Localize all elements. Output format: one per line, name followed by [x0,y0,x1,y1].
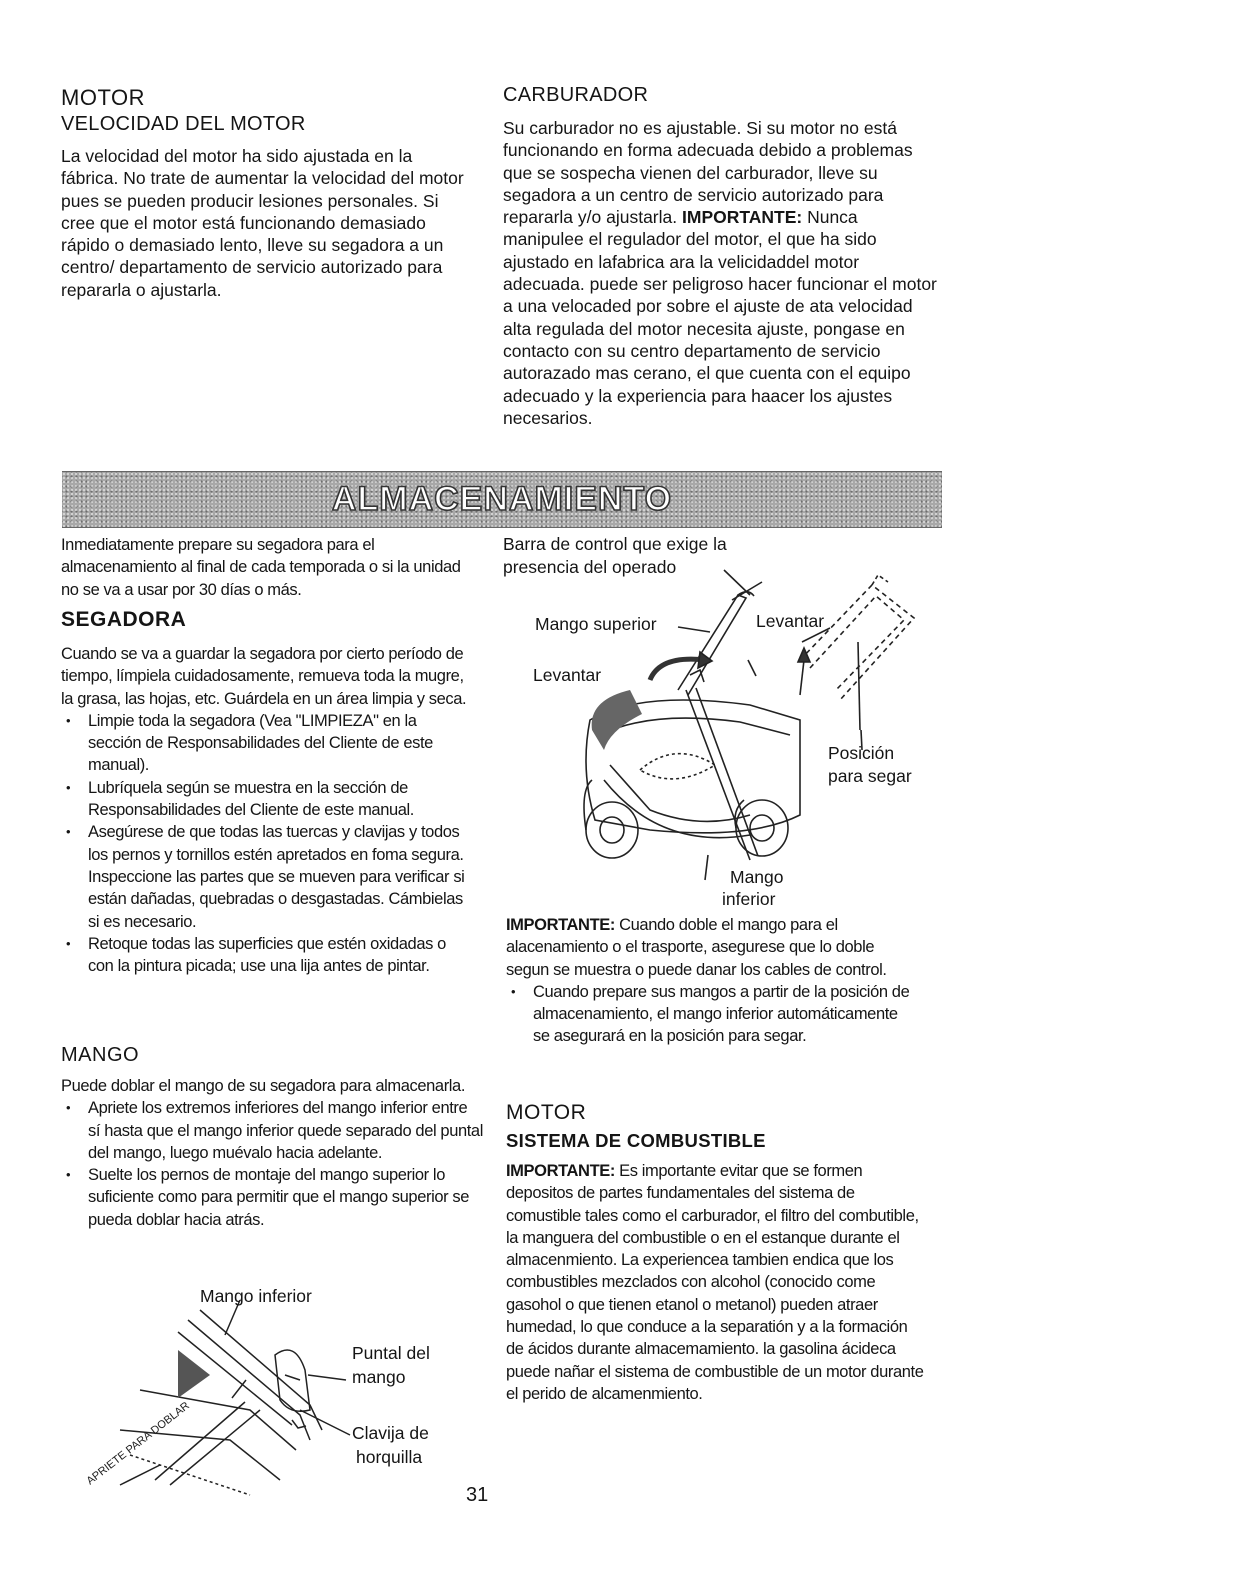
mower-bullet: • Asegúrese de que todas las tuercas y clavijas y todos los pernos y tornillos estén apretados en foma segura. Inspeccione las partes que se mueven para verificar si están dañadas, quebradas o desgastadas. Cámbielas si es necesario. [61,821,471,932]
hairpin-clip-label-line1: Clavija de [352,1423,429,1443]
engine-heading: MOTOR [506,1101,587,1124]
mower-bullet: • Limpie toda la segadora (Vea "LIMPIEZA" en la sección de Responsabilidades del Cliente de este manual). [61,710,471,777]
mower-bullets [61,710,471,978]
storage-banner [62,471,942,528]
fold-important-label: IMPORTANTE: [506,916,615,934]
fold-bullets [506,981,918,1048]
page-number: 31 [466,1484,489,1506]
handle-section [61,1075,483,1231]
carburetor-text [503,117,941,429]
handle-heading: MANGO [61,1044,140,1066]
storage-banner-title: ALMACENAMIENTO [331,480,673,518]
mower-figure [500,530,942,912]
mowing-position-label-line2: para segar [828,766,912,786]
lower-handle-label-line2: inferior [722,889,776,909]
mower-bullet: • Retoque todas las superficies que estén oxidadas o con la pintura picada; use una lija antes de pintar. [61,933,471,978]
engine-speed-text: La velocidad del motor ha sido ajustada en la fábrica. No trate de aumentar la velocidad del motor pues se pueden producir lesiones personales. Si cree que el motor está funcionando demasiado rápido o demasiado lento, lleve su segadora a un centro/ departamento de servicio autorizado para repararla o ajustarla. [61,146,464,300]
raise-label-left: Levantar [533,665,602,685]
handle-strut-label-line2: mango [352,1367,406,1387]
hairpin-clip-label-line2: horquilla [356,1447,423,1467]
handle-strut-label-line1: Puntal del [352,1343,430,1363]
fuel-system-text [506,1160,926,1405]
handle-fold-figure [60,1280,480,1500]
storage-intro: Inmediatamente prepare su segadora para el almacenamiento al final de cada temporada o si la unidad no se va a usar por 30 días o más. [61,536,461,599]
fold-important-section [506,914,918,1048]
handle-bullets [61,1097,483,1231]
handle-intro: Puede doblar el mango de su segadora para almacenarla. [61,1077,466,1095]
carburetor-heading: CARBURADOR [503,84,649,106]
fuel-important-text: Es importante evitar que se formen depositos de partes fundamentales del sistema de comustible tales como el carburador, el filtro del combutible, la manguera del combustible o en el estanque durante el almacenmiento. La experiencea tambien endica que los combustibles mezclados con alcohol (conocido come gasohol o que tienen etanol o metanol) pueden atraer humedad, lo que conduce a la separatión y a la formación de ácidos durante almacemamiento. la gasolina ácideca puede nañar el sistema de combustible de un motor durante el perido de alcamenmiento. [506,1162,924,1403]
mower-bullet: • Lubríquela según se muestra en la sección de Responsabilidades del Cliente de este manual. [61,777,471,822]
mower-heading: SEGADORA [61,608,187,631]
motor-heading: MOTOR [61,85,145,110]
fold-important-text: Cuando doble el mango para el alacenamiento o el trasporte, asegurese que lo doble segun se muestra o puede danar los cables de control. [506,916,887,979]
fold-bullet: • Cuando prepare sus mangos a partir de la posición de almacenamiento, el mango inferior automáticamente se asegurará en la posición para segar. [506,981,918,1048]
carburetor-important-text: Nunca manipulee el regulador del motor, el que ha sido ajustado en lafabrica ara la velicidaddel motor adecuada. puede ser peligroso hacer funcionar el motor a una velocaded por sobre el ajuste de ata velocidad alta regulada del motor necesita ajuste, pongase en contacto con su centro departamento de servicio autorazado mas cerano, el que cuenta con el equipo adecuado y la experiencia para haacer los ajustes necesarios. [503,207,937,428]
squeeze-to-fold-text: APRIETE PARA DOBLAR [84,1399,192,1488]
engine-speed-heading: VELOCIDAD DEL MOTOR [61,113,306,135]
handle-bullet: • Suelte los pernos de montaje del mango superior lo suficiente como para permitir que el mango superior se pueda doblar hacia atrás. [61,1164,483,1231]
mower-illustration [500,530,942,912]
carburetor-important-label: IMPORTANTE: [682,207,803,228]
fold-important-note [506,914,918,981]
lower-handle-label-line1: Mango [730,867,784,887]
fuel-system-heading: SISTEMA DE COMBUSTIBLE [506,1130,766,1151]
presence-bar-label-line2: presencia del operado [503,557,677,577]
fuel-important-label: IMPORTANTE: [506,1162,615,1180]
upper-handle-label: Mango superior [535,614,657,634]
handle-bullet: • Apriete los extremos inferiores del mango inferior entre sí hasta que el mango inferior quede separado del puntal del mango, luego muévalo hacia adelante. [61,1097,483,1164]
presence-bar-label-line1: Barra de control que exige la [503,534,727,554]
mowing-position-label-line1: Posición [828,743,895,763]
mower-section [61,643,471,977]
mower-intro: Cuando se va a guardar la segadora por cierto período de tiempo, límpiela cuidadosamente, remueva toda la mugre, la grasa, las hojas, etc. Guárdela en un área limpia y seca. [61,645,467,708]
carburetor-body: Su carburador no es ajustable. Si su motor no está funcionando en forma adecuada debido a problemas que se sospecha vienen del carburador, lleve su segadora a un centro de servicio autorizado para repararla y/o ajustarla. [503,118,913,228]
raise-label-right: Levantar [756,611,825,631]
lower-handle-label: Mango inferior [200,1286,312,1306]
